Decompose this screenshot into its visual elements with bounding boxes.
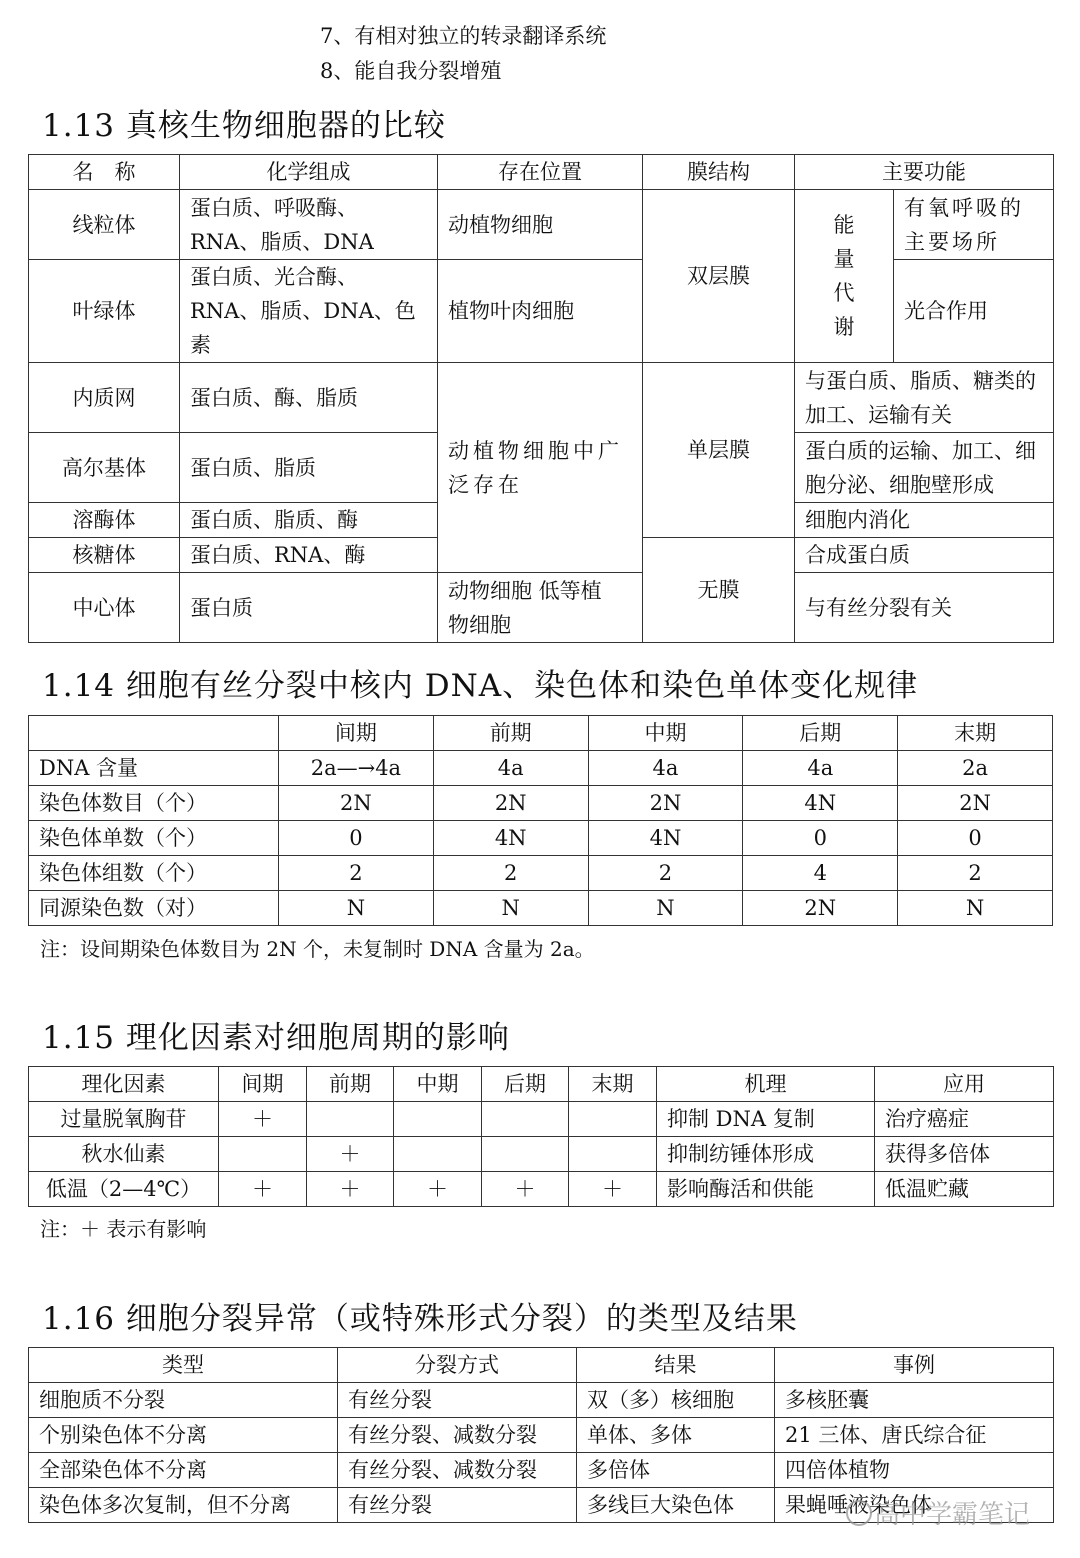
table-cell: [394, 1137, 482, 1172]
table-cell: 细胞质不分裂: [29, 1383, 338, 1418]
row-label: 染色体数目（个）: [29, 786, 279, 821]
table-cell: ＋: [219, 1102, 307, 1137]
organelle-function: 合成蛋白质: [795, 538, 1054, 573]
header-anaphase: 后期: [743, 716, 898, 751]
section-115-note: 注：＋ 表示有影响: [40, 1217, 207, 1241]
organelle-composition: 蛋白质: [180, 573, 438, 643]
table-cell: 2N: [588, 786, 743, 821]
table-cell: 4a: [588, 751, 743, 786]
header-application: 应用: [875, 1067, 1054, 1102]
table-cell: N: [433, 891, 588, 926]
organelle-function: 与蛋白质、脂质、糖类的加工、运输有关: [795, 363, 1054, 433]
intro-line-8: 8、能自我分裂增殖: [320, 59, 502, 83]
table-cell: ＋: [569, 1172, 657, 1207]
table-cell: 多核胚囊: [775, 1383, 1054, 1418]
table-cell: 多倍体: [577, 1453, 775, 1488]
table-cell: [307, 1102, 394, 1137]
table-cell: 抑制纺锤体形成: [657, 1137, 875, 1172]
table-cell: [219, 1137, 307, 1172]
organelle-name: 溶酶体: [29, 503, 180, 538]
table-cell: ＋: [307, 1172, 394, 1207]
table-cell: ＋: [482, 1172, 569, 1207]
header-factor: 理化因素: [29, 1067, 219, 1102]
header-example: 事例: [775, 1348, 1054, 1383]
table-cell: 有丝分裂: [338, 1488, 577, 1523]
organelle-composition: 蛋白质、脂质: [180, 433, 438, 503]
no-membrane: 无膜: [643, 538, 795, 643]
header-metaphase: 中期: [394, 1067, 482, 1102]
organelle-table: [28, 154, 1054, 643]
table-cell: 获得多倍体: [875, 1137, 1054, 1172]
table-cell: 2N: [898, 786, 1053, 821]
header-interphase: 间期: [279, 716, 434, 751]
organelle-composition: 蛋白质、酶、脂质: [180, 363, 438, 433]
table-cell: N: [588, 891, 743, 926]
organelle-name: 线粒体: [29, 190, 180, 260]
organelle-name: 中心体: [29, 573, 180, 643]
row-label: 秋水仙素: [29, 1137, 219, 1172]
table-cell: [482, 1102, 569, 1137]
header-location: 存在位置: [438, 155, 643, 190]
row-label: 染色体单数（个）: [29, 821, 279, 856]
row-label: 过量脱氧胸苷: [29, 1102, 219, 1137]
table-cell: 21 三体、唐氏综合征: [775, 1418, 1054, 1453]
table-cell: ＋: [307, 1137, 394, 1172]
header-metaphase: 中期: [588, 716, 743, 751]
table-cell: 个别染色体不分离: [29, 1418, 338, 1453]
table-cell: [394, 1102, 482, 1137]
table-cell: [569, 1137, 657, 1172]
table-cell: 4a: [743, 751, 898, 786]
wechat-icon: [846, 1500, 872, 1526]
table-cell: 全部染色体不分离: [29, 1453, 338, 1488]
organelle-name: 叶绿体: [29, 260, 180, 363]
table-cell: 单体、多体: [577, 1418, 775, 1453]
table-cell: 2N: [433, 786, 588, 821]
table-cell: 2N: [279, 786, 434, 821]
organelle-name: 内质网: [29, 363, 180, 433]
table-cell: 治疗癌症: [875, 1102, 1054, 1137]
table-cell: 有丝分裂: [338, 1383, 577, 1418]
table-cell: ＋: [394, 1172, 482, 1207]
section-115-title: 1.15 理化因素对细胞周期的影响: [42, 1020, 510, 1056]
header-result: 结果: [577, 1348, 775, 1383]
header-prophase: 前期: [307, 1067, 394, 1102]
header-type: 类型: [29, 1348, 338, 1383]
section-116-title: 1.16 细胞分裂异常（或特殊形式分裂）的类型及结果: [42, 1301, 798, 1337]
table-cell: [482, 1137, 569, 1172]
row-label: 染色体组数（个）: [29, 856, 279, 891]
organelle-name: 高尔基体: [29, 433, 180, 503]
table-cell: ＋: [219, 1172, 307, 1207]
table-cell: 影响酶活和供能: [657, 1172, 875, 1207]
organelle-location: 植物叶肉细胞: [438, 260, 643, 363]
row-label: 低温（2—4℃）: [29, 1172, 219, 1207]
organelle-composition: 蛋白质、呼吸酶、RNA、脂质、DNA: [180, 190, 438, 260]
table-cell: 2: [279, 856, 434, 891]
header-function: 主要功能: [795, 155, 1054, 190]
table-cell: [569, 1102, 657, 1137]
table-cell: 双（多）核细胞: [577, 1383, 775, 1418]
shared-location: 动植物细胞中广泛存在: [438, 363, 643, 573]
table-cell: 抑制 DNA 复制: [657, 1102, 875, 1137]
table-cell: 2: [588, 856, 743, 891]
organelle-location: 动物细胞 低等植物细胞: [438, 573, 643, 643]
organelle-composition: 蛋白质、光合酶、RNA、脂质、DNA、色素: [180, 260, 438, 363]
table-cell: 4N: [743, 786, 898, 821]
table-cell: N: [898, 891, 1053, 926]
header-prophase: 前期: [433, 716, 588, 751]
table-cell: 2a: [898, 751, 1053, 786]
row-label: DNA 含量: [29, 751, 279, 786]
table-cell: 有丝分裂、减数分裂: [338, 1453, 577, 1488]
table-cell: 4N: [588, 821, 743, 856]
organelle-function: 光合作用: [894, 260, 1054, 363]
table-cell: 0: [279, 821, 434, 856]
table-cell: N: [279, 891, 434, 926]
table-cell: 0: [898, 821, 1053, 856]
table-cell: 2N: [743, 891, 898, 926]
table-cell: 低温贮藏: [875, 1172, 1054, 1207]
header-telophase: 末期: [898, 716, 1053, 751]
section-114-title: 1.14 细胞有丝分裂中核内 DNA、染色体和染色单体变化规律: [42, 668, 919, 704]
energy-metabolism: 能量代谢: [795, 190, 894, 363]
table-cell: 0: [743, 821, 898, 856]
table-cell: 染色体多次复制，但不分离: [29, 1488, 338, 1523]
header-mechanism: 机理: [657, 1067, 875, 1102]
header-membrane: 膜结构: [643, 155, 795, 190]
row-label: 同源染色数（对）: [29, 891, 279, 926]
header-composition: 化学组成: [180, 155, 438, 190]
organelle-location: 动植物细胞: [438, 190, 643, 260]
organelle-function: 有氧呼吸的主要场所: [894, 190, 1054, 260]
header-anaphase: 后期: [482, 1067, 569, 1102]
organelle-composition: 蛋白质、脂质、酶: [180, 503, 438, 538]
table-cell: 2: [433, 856, 588, 891]
table-cell: 有丝分裂、减数分裂: [338, 1418, 577, 1453]
table-cell: 果蝇唾液染色体: [775, 1488, 1054, 1523]
table-cell: 4N: [433, 821, 588, 856]
table-cell: 2: [898, 856, 1053, 891]
cell-cycle-factors-table: [28, 1066, 1054, 1207]
organelle-composition: 蛋白质、RNA、酶: [180, 538, 438, 573]
table-cell: 4a: [433, 751, 588, 786]
watermark: [846, 1494, 1030, 1531]
section-113-title: 1.13 真核生物细胞器的比较: [42, 108, 446, 144]
table-cell: 四倍体植物: [775, 1453, 1054, 1488]
watermark-text: 高中学霸笔记: [874, 1500, 1031, 1530]
table-cell: 4: [743, 856, 898, 891]
intro-line-7: 7、有相对独立的转录翻译系统: [320, 24, 607, 48]
organelle-function: 与有丝分裂有关: [795, 573, 1054, 643]
organelle-name: 核糖体: [29, 538, 180, 573]
organelle-function: 蛋白质的运输、加工、细胞分泌、细胞壁形成: [795, 433, 1054, 503]
table-cell: 2a—→4a: [279, 751, 434, 786]
header-telophase: 末期: [569, 1067, 657, 1102]
organelle-function: 细胞内消化: [795, 503, 1054, 538]
header-interphase: 间期: [219, 1067, 307, 1102]
table-cell: 多线巨大染色体: [577, 1488, 775, 1523]
header-blank: [29, 716, 279, 751]
double-membrane: 双层膜: [643, 190, 795, 363]
single-membrane: 单层膜: [643, 363, 795, 538]
mitosis-table: [28, 715, 1053, 926]
section-114-note: 注：设间期染色体数目为 2N 个，未复制时 DNA 含量为 2a。: [40, 937, 595, 961]
header-division-mode: 分裂方式: [338, 1348, 577, 1383]
header-name: 名 称: [29, 155, 180, 190]
